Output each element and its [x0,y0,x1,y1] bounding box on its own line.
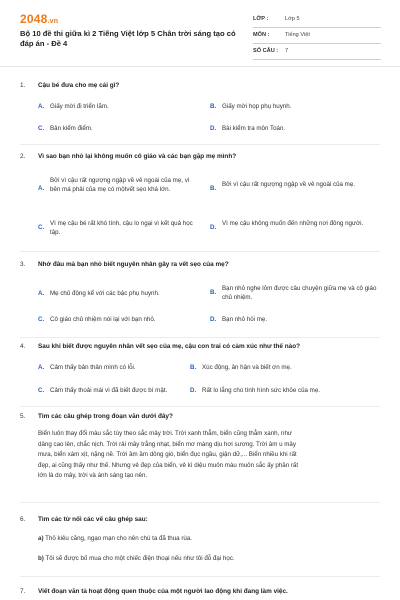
sub-item-text: Tôi sẽ được bố mua cho một chiếc điện thoại nếu như tôi đỗ đại học. [45,555,235,562]
option-text: Vì mẹ cậu bé rất khó tính, cậu lo ngại vì kết quả học tập. [50,220,193,236]
option-text: Giấy mời họp phụ huynh. [222,103,292,110]
sub-item-b [38,555,380,563]
question-number: 1. [20,82,26,89]
logo-text: 2048 [20,12,48,26]
passage-line: dâng cao lên, chắc nịch. Trời rải mây trắng nhạt, biển mơ màng dịu hơi sương. Trời âm u mây [38,440,296,448]
option-text: Rất lo lắng cho tình hình sức khỏe của mẹ. [202,387,320,394]
question-number: 2. [20,153,26,160]
option-text: Cô giáo chủ nhiệm nói lại với bạn nhỏ. [50,316,156,323]
question-text: Viết đoạn văn tả hoạt động quen thuộc của một người lao động khi đang làm việc. [38,588,288,595]
passage-line: đẹp, ai cũng thấy như thế. Nhưng vẻ đẹp của biển, vẻ kì diệu muôn màu muôn sắc ấy phần rất [38,461,299,469]
passage-text [38,429,380,482]
option-letter: D. [190,387,197,394]
question-number: 3. [20,261,26,268]
question-divider [20,144,380,145]
sub-item-text: Thỏ kiêu căng, ngạo mạn cho nên chú ta đã thua rùa. [45,535,193,542]
option-letter: A. [38,364,45,371]
sub-item-label: b) [38,555,44,562]
question-divider [20,251,380,252]
question-text: Sau khi biết được nguyên nhân vết sẹo của mẹ, cậu con trai có cảm xúc như thế nào? [38,343,301,350]
logo-suffix: .vn [47,18,59,25]
option-letter: B. [210,289,217,296]
meta-table [253,12,381,60]
passage-line: Biển luôn thay đổi màu sắc tùy theo sắc mây trời. Trời xanh thẳm, biển cũng thẳm xanh, như [38,430,293,437]
question-text: Cậu bé đưa cho mẹ cái gì? [38,82,120,89]
site-logo[interactable] [20,12,58,26]
question-number: 5. [20,413,26,420]
option-letter: B. [210,185,217,192]
question-number: 6. [20,516,26,523]
option-letter: C. [38,224,45,231]
option-text: Vì mẹ cậu không muốn đến những nơi đông người. [222,220,364,227]
sub-item-label: a) [38,535,44,542]
option-letter: D. [210,125,217,132]
option-letter: A. [38,103,45,110]
option-text: Bởi vì cậu rất ngượng ngập về vẻ ngoài của mẹ. [222,181,355,188]
meta-row-subject [253,28,381,44]
question-divider [20,337,380,338]
option-letter: B. [210,103,217,110]
question-text: Vì sao bạn nhỏ lại không muốn cô giáo và các bạn gặp mẹ mình? [38,153,237,160]
option-text: Bạn nhỏ hỏi mẹ. [222,316,268,323]
meta-value: 7 [285,48,289,54]
question-text: Tìm các từ nối các vế câu ghép sau: [38,516,148,523]
option-text: Mẹ chủ động kể với các bậc phụ huynh. [50,290,160,297]
option-text: Cảm thấy bản thân mình có lỗi. [50,364,136,371]
option-text: Bài kiểm tra môn Toán. [222,125,286,132]
question-text: Nhờ đâu mà bạn nhỏ biết nguyên nhân gây ra vết sẹo của mẹ? [38,261,229,268]
option-text: Bạn nhỏ nghe lỏm được câu chuyện giữa mẹ và cô giáo chủ nhiệm. [222,285,377,301]
question-divider [20,576,380,577]
sub-item-a [38,535,380,543]
option-letter: D. [210,316,217,323]
option-letter: C. [38,316,45,323]
option-letter: A. [38,185,45,192]
option-letter: A. [38,290,45,297]
option-letter: C. [38,387,45,394]
document-header [0,0,400,64]
option-text: Giấy mời đi triển lãm. [50,103,109,110]
option-letter: B. [190,364,197,371]
meta-value: Lớp 5 [285,16,300,22]
meta-row-count [253,44,381,60]
meta-label: LỚP : [253,16,269,22]
question-divider [20,502,380,503]
option-text: Bởi vì cậu rất ngượng ngập về vẻ ngoài của mẹ, vì bên má phải của mẹ có mộtvết sẹo khá lớn. [50,177,190,193]
meta-label: SỐ CÂU : [253,48,279,54]
option-letter: D. [210,224,217,231]
meta-label: MÔN : [253,32,270,38]
passage-line: lớn là do mây, trời và ánh sáng tạo nên. [38,472,148,479]
option-text: Xúc động, ân hận và biết ơn mẹ. [202,364,292,371]
question-number: 4. [20,343,26,350]
meta-row-class [253,12,381,28]
document-title: Bộ 10 đề thi giữa kì 2 Tiếng Việt lớp 5 Chân trời sáng tạo có đáp án - Đề 4 [20,29,236,48]
meta-value: Tiếng Việt [285,32,310,38]
option-text: Cảm thấy thoải mái vì đã biết được bí mật. [50,387,168,394]
option-text: Bản kiểm điểm. [50,125,93,132]
question-divider [20,406,380,407]
option-letter: C. [38,125,45,132]
passage-line: mưa, biển xám xịt, nặng nề. Trời ầm ầm dông gió, biển đục ngầu, giận dữ,... Biển nhiều khi rất [38,451,297,458]
header-divider [0,66,400,67]
question-number: 7. [20,588,26,595]
question-text: Tìm các câu ghép trong đoạn văn dưới đây? [38,413,173,420]
